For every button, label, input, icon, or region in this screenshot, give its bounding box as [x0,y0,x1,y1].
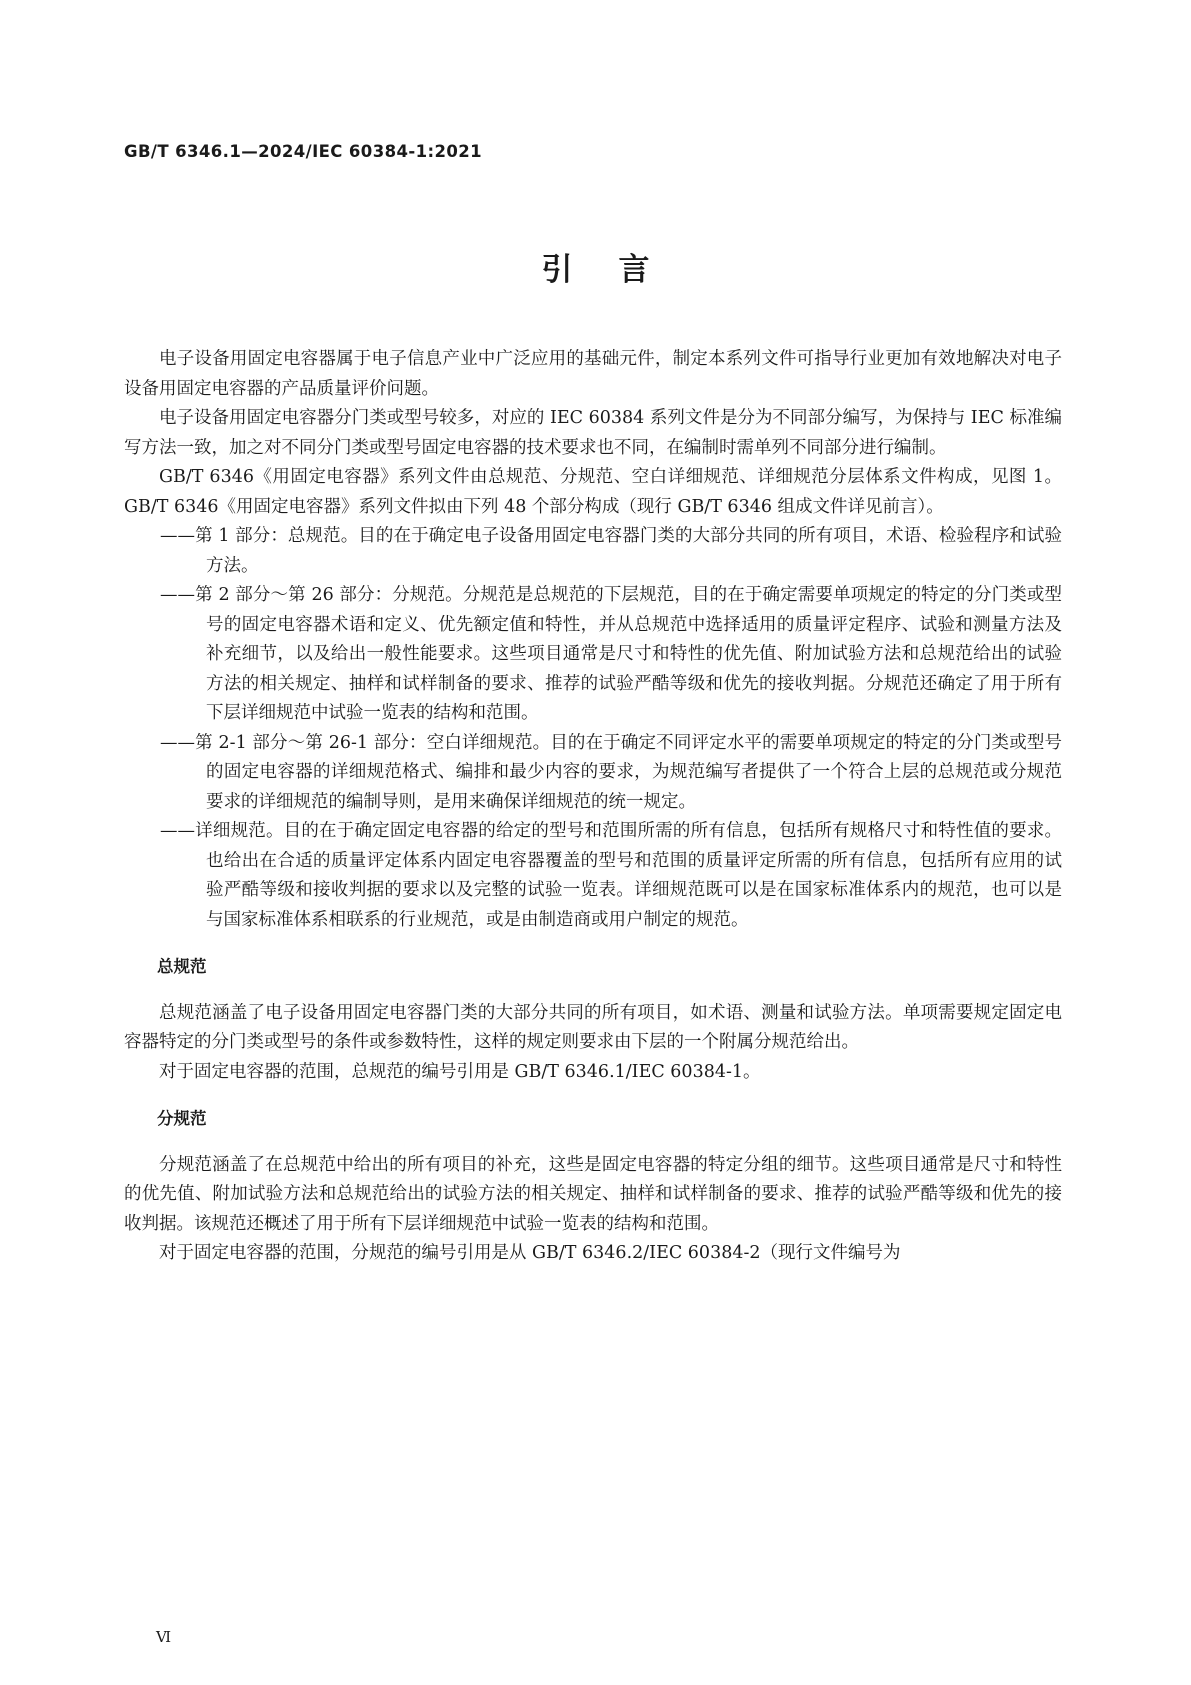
general-spec-paragraph-1: 总规范涵盖了电子设备用固定电容器门类的大部分共同的所有项目，如术语、测量和试验方法。单项需要规定固定电容器特定的分门类或型号的条件或参数特性，这样的规定则要求由下层的一个附属分规范给出。 [124,1002,1062,1052]
page-number: Ⅵ [156,1628,173,1646]
page-title: 引言 [541,252,696,288]
general-spec-paragraph-2: 对于固定电容器的范围，总规范的编号引用是 GB/T 6346.1/IEC 60384-1。 [159,1061,761,1082]
sectional-spec-paragraph-2: 对于固定电容器的范围，分规范的编号引用是从 GB/T 6346.2/IEC 60384-2（现行文件编号为 [159,1243,901,1263]
intro-paragraph-3: GB/T 6346《用固定电容器》系列文件由总规范、分规范、空白详细规范、详细规范分层体系文件构成，见图 1。GB/T 6346《用固定电容器》系列文件拟由下列 48 个部分构成（现行 GB/T 6346 组成文件详见前言）。 [124,467,1062,517]
document-identifier: GB/T 6346.1—2024/IEC 60384-1:2021 [124,142,482,161]
part-list-item-1: ——第 1 部分：总规范。目的在于确定电子设备用固定电容器门类的大部分共同的所有项目，术语、检验程序和试验方法。 [160,526,1062,576]
intro-paragraph-2: 电子设备用固定电容器分门类或型号较多，对应的 IEC 60384 系列文件是分为不同部分编写，为保持与 IEC 标准编写方法一致，加之对不同分门类或型号固定电容器的技术要求也不同，在编制时需单列不同部分进行编制。 [124,408,1062,458]
part-list-item-4: ——详细规范。目的在于确定固定电容器的给定的型号和范围所需的所有信息，包括所有规格尺寸和特性值的要求。也给出在合适的质量评定体系内固定电容器覆盖的型号和范围的质量评定所需的所有信息，包括所有应用的试验严酷等级和接收判据的要求以及完整的试验一览表。详细规范既可以是在国家标准体系内的规范，也可以是与国家标准体系相联系的行业规范，或是由制造商或用户制定的规范。 [160,821,1062,930]
sectional-spec-heading: 分规范 [157,1109,207,1128]
general-spec-heading: 总规范 [157,957,207,976]
sectional-spec-paragraph-1: 分规范涵盖了在总规范中给出的所有项目的补充，这些是固定电容器的特定分组的细节。这些项目通常是尺寸和特性的优先值、附加试验方法和总规范给出的试验方法的相关规定、抽样和试样制备的要求、推荐的试验严酷等级和优先的接收判据。该规范还概述了用于所有下层详细规范中试验一览表的结构和范围。 [124,1154,1062,1234]
part-list-item-2: ——第 2 部分～第 26 部分：分规范。分规范是总规范的下层规范，目的在于确定需要单项规定的特定的分门类或型号的固定电容器术语和定义、优先额定值和特性，并从总规范中选择适用的质量评定程序、试验和测量方法及补充细节，以及给出一般性能要求。这些项目通常是尺寸和特性的优先值、附加试验方法和总规范给出的试验方法的相关规定、抽样和试样制备的要求、推荐的试验严酷等级和优先的接收判据。分规范还确定了用于所有下层详细规范中试验一览表的结构和范围。 [160,585,1062,723]
intro-paragraph-1: 电子设备用固定电容器属于电子信息产业中广泛应用的基础元件，制定本系列文件可指导行业更加有效地解决对电子设备用固定电容器的产品质量评价问题。 [124,349,1062,399]
body-text [124,345,1062,1269]
part-list-item-3: ——第 2-1 部分～第 26-1 部分：空白详细规范。目的在于确定不同评定水平的需要单项规定的特定的分门类或型号的固定电容器的详细规范格式、编排和最少内容的要求，为规范编写者提供了一个符合上层的总规范或分规范要求的详细规范的编制导则，是用来确保详细规范的统一规定。 [160,732,1062,812]
